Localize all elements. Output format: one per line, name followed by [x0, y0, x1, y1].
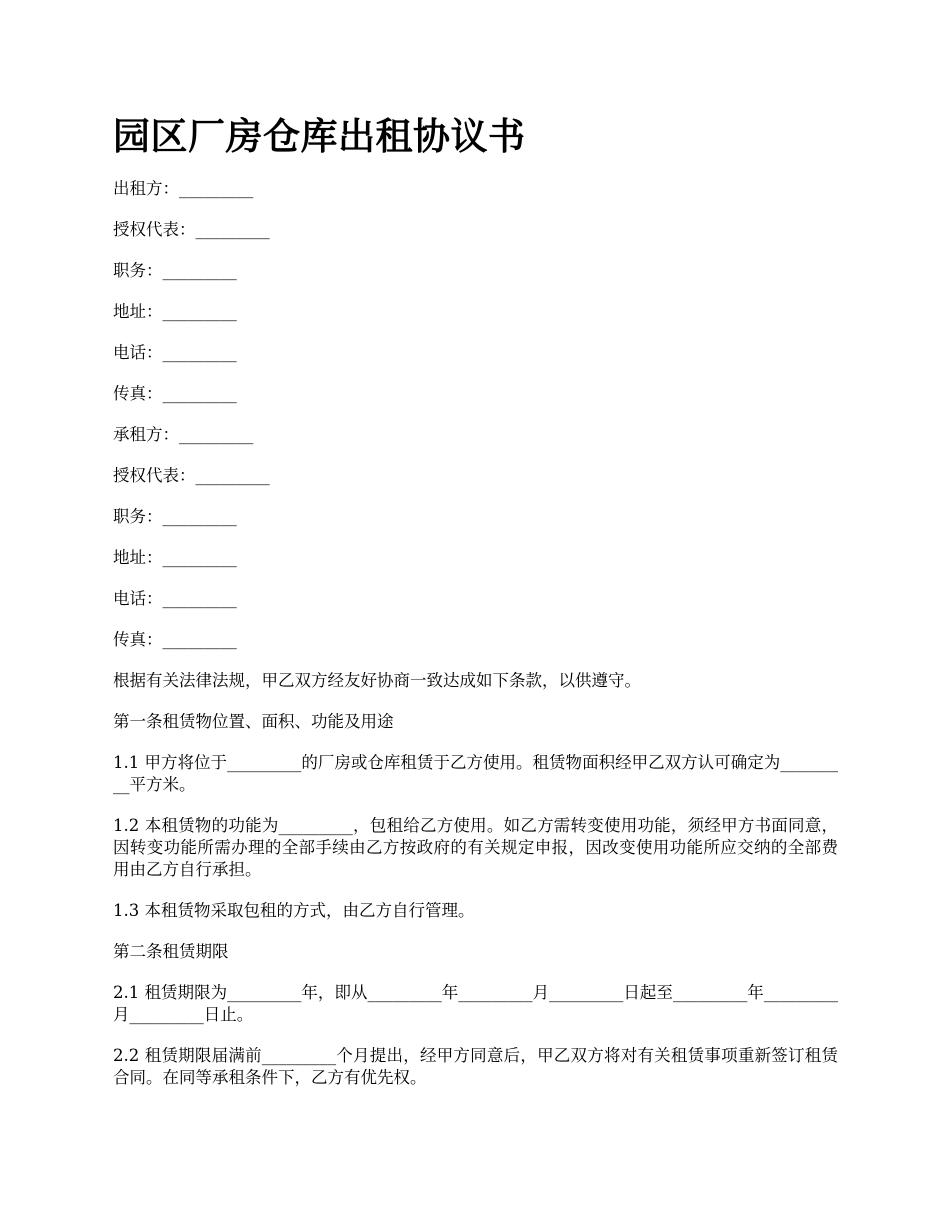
lessor-address-field: 地址：_________: [113, 302, 237, 321]
lessor-party-field: 出租方：_________: [113, 179, 254, 198]
article-1-heading: 第一条租赁物位置、面积、功能及用途: [113, 712, 394, 731]
lessee-representative-field: 授权代表：_________: [113, 466, 270, 485]
lessor-position-field: 职务：_________: [113, 261, 237, 280]
article-2-heading: 第二条租赁期限: [113, 942, 229, 961]
lessor-fax-field: 传真：_________: [113, 384, 237, 403]
lessee-position-field: 职务：_________: [113, 507, 237, 526]
clause-2-2: 2.2 租赁期限届满前_________个月提出，经甲方同意后，甲乙双方将对有关租赁事项重新签订租赁合同。在同等承租条件下，乙方有优先权。: [113, 1046, 838, 1087]
lessor-representative-field: 授权代表：_________: [113, 220, 270, 239]
lessee-party-field: 承租方：_________: [113, 425, 254, 444]
lessee-address-field: 地址：_________: [113, 548, 237, 567]
clause-1-2: 1.2 本租赁物的功能为_________，包租给乙方使用。如乙方需转变使用功能，须经甲方书面同意，因转变功能所需办理的全部手续由乙方按政府的有关规定申报，因改变使用功能所应交纳的全部费用由乙方自行承担。: [113, 816, 838, 879]
clause-1-1: 1.1 甲方将位于_________的厂房或仓库租赁于乙方使用。租赁物面积经甲乙双方认可确定为_________平方米。: [113, 753, 838, 794]
clause-1-3: 1.3 本租赁物采取包租的方式，由乙方自行管理。: [113, 901, 475, 920]
preamble-paragraph: 根据有关法律法规，甲乙双方经友好协商一致达成如下条款，以供遵守。: [113, 671, 641, 690]
lessee-phone-field: 电话：_________: [113, 589, 237, 608]
document-title: 园区厂房仓库出租协议书: [113, 114, 526, 158]
document-body: [113, 178, 838, 1108]
clause-2-1: 2.1 租赁期限为_________年，即从_________年_________月_________日起至_________年_________月_________日止。: [113, 983, 838, 1024]
lessor-phone-field: 电话：_________: [113, 343, 237, 362]
lessee-fax-field: 传真：_________: [113, 630, 237, 649]
